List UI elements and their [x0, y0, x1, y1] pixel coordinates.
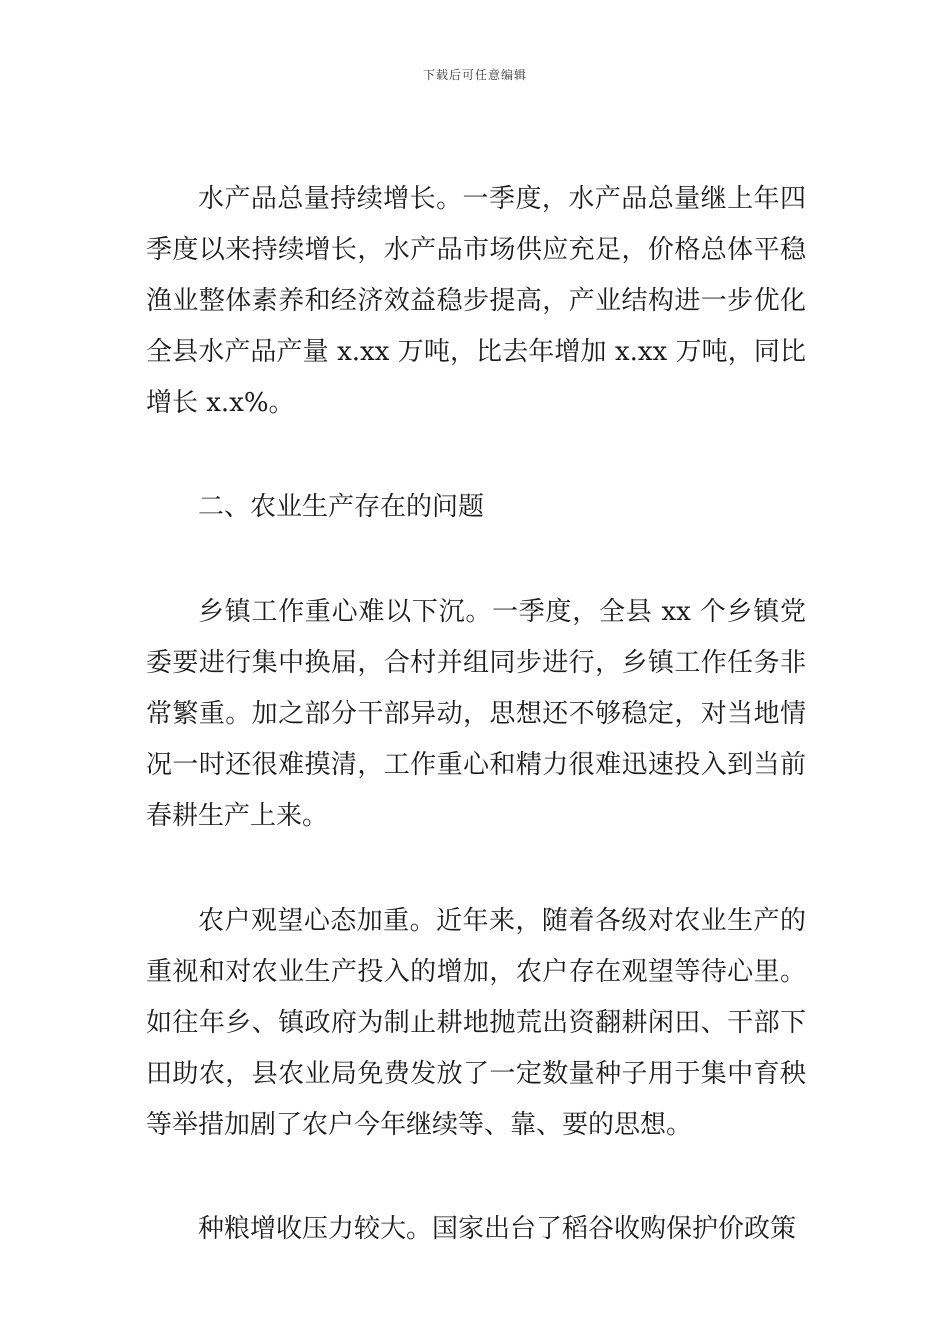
paragraph-grain-income: 种粮增收压力较大。国家出台了稻谷收购保护价政策 [198, 1214, 797, 1244]
document-body [146, 174, 806, 1255]
paragraph-township-work: 乡镇工作重心难以下沉。一季度，全县 xx 个乡镇党委要进行集中换届，合村并组同步进行，乡镇工作任务非常繁重。加之部分干部异动，思想还不够稳定，对当地情况一时还很难摸清，工作重心和精力很难迅速投入到当前春耕生产上来。 [146, 597, 806, 831]
page-header: 下载后可任意编辑 [422, 68, 527, 82]
section-heading-problems: 二、农业生产存在的问题 [198, 492, 485, 522]
paragraph-farmer-attitude: 农户观望心态加重。近年来，随着各级对农业生产的重视和对农业生产投入的增加，农户存在观望等待心里。如往年乡、镇政府为制止耕地抛荒出资翻耕闲田、干部下田助农，县农业局免费发放了一定数量种子用于集中育秧等举措加剧了农户今年继续等、靠、要的思想。 [146, 906, 806, 1140]
paragraph-aquatic-products: 水产品总量持续增长。一季度，水产品总量继上年四季度以来持续增长，水产品市场供应充足，价格总体平稳渔业整体素养和经济效益稳步提高，产业结构进一步优化全县水产品产量 x.xx 万吨，比去年增加 x.xx 万吨，同比增长 x.x%。 [146, 184, 806, 418]
